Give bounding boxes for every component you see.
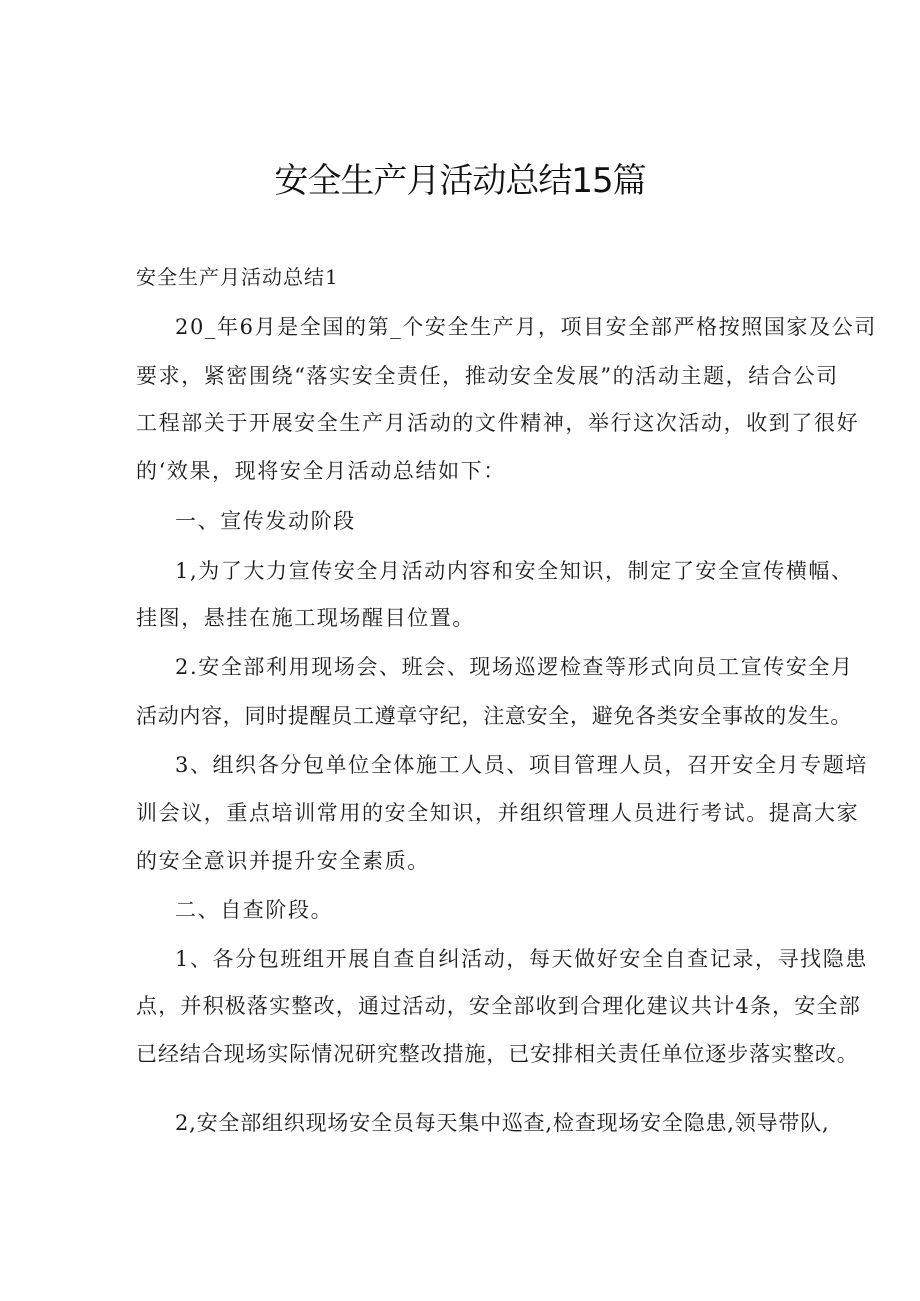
paragraph-line: 的安全意识并提升安全素质。 [136,849,430,873]
paragraph-line: 要求，紧密围绕“落实安全责任，推动安全发展”的活动主题，结合公司 [136,364,839,388]
document-title: 安全生产月活动总结15篇 [274,161,646,201]
paragraph-line: 1,为了大力宣传安全月活动内容和安全知识，制定了安全宣传横幅、 [175,559,854,583]
paragraph-line: 已经结合现场实际情况研究整改措施，已安排相关责任单位逐步落实整改。 [136,1042,859,1066]
paragraph-line: 1、各分包班组开展自查自纠活动，每天做好安全自查记录，寻找隐患 [175,947,868,971]
paragraph-line: 工程部关于开展安全生产月活动的文件精神，举行这次活动，收到了很好 [136,411,860,435]
paragraph-line: 2,安全部组织现场安全员每天集中巡查,检查现场安全隐患,领导带队, [175,1111,830,1135]
paragraph-line: 2.安全部利用现场会、班会、现场巡逻检查等形式向员工宣传安全月 [175,655,854,679]
paragraph-line: 训会议，重点培训常用的安全知识，并组织管理人员进行考试。提高大家 [136,801,860,825]
paragraph-line: 的‘效果，现将安全月活动总结如下： [136,459,506,483]
paragraph-line: 挂图，悬挂在施工现场醒目位置。 [136,606,475,630]
section-heading: 二、自查阶段。 [175,898,334,922]
paragraph-line: 活动内容，同时提醒员工遵章守纪，注意安全，避免各类安全事故的发生。 [136,704,853,728]
paragraph-line: 点，并积极落实整改，通过活动，安全部收到合理化建议共计4条，安全部 [136,994,861,1018]
section-heading: 一、宣传发动阶段 [175,509,356,533]
paragraph-line: 20_年6月是全国的第_个安全生产月，项目安全部严格按照国家及公司 [175,315,877,339]
paragraph-line: 3、组织各分包单位全体施工人员、项目管理人员，召开安全月专题培 [175,753,868,777]
section-title: 安全生产月活动总结1 [136,265,339,289]
